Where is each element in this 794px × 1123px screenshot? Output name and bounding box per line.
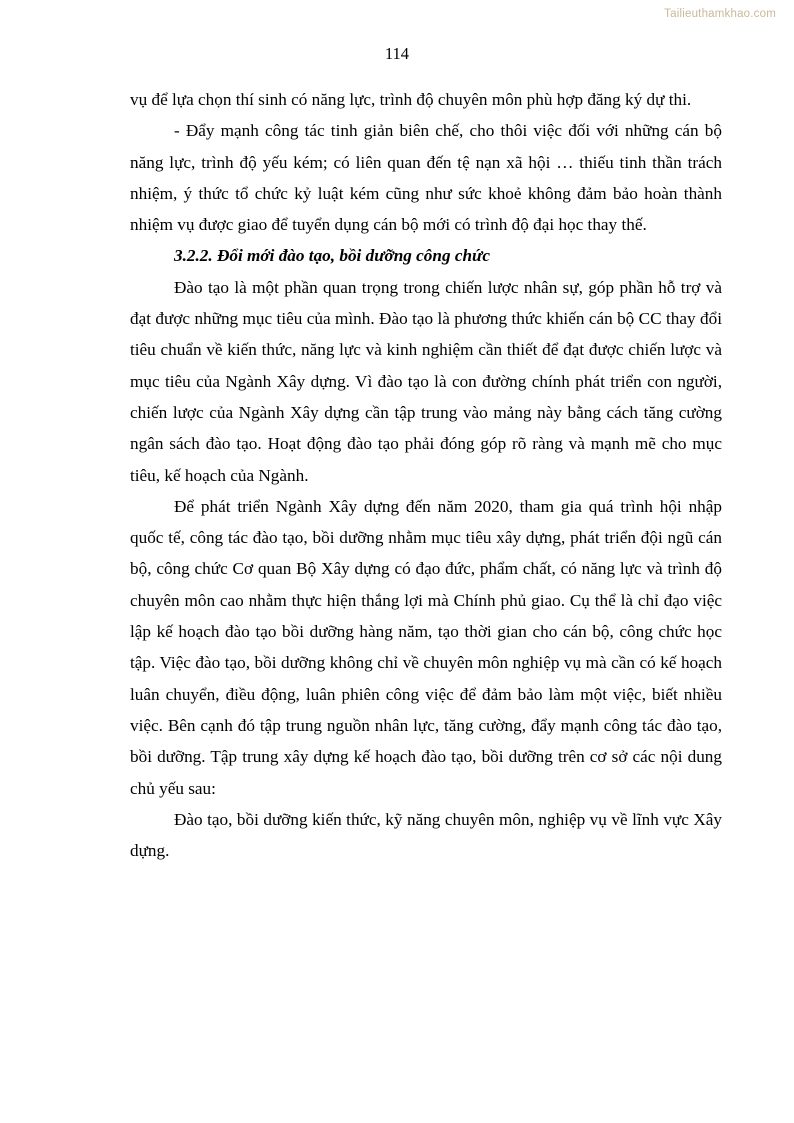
page-number: 114 [384, 44, 410, 63]
paragraph: Đào tạo là một phần quan trọng trong chiến lược nhân sự, góp phần hỗ trợ và đạt được những mục tiêu của mình. Đào tạo là phương thức khiến cán bộ CC thay đổi tiêu chuẩn về kiến thức, năng lực và kinh nghiệm cần thiết để đạt được chiến lược và mục tiêu của Ngành Xây dựng. Vì đào tạo là con đường chính phát triển con người, chiến lược của Ngành Xây dựng cần tập trung vào mảng này bằng cách tăng cường ngân sách đào tạo. Hoạt động đào tạo phải đóng góp rõ ràng và mạnh mẽ cho mục tiêu, kế hoạch của Ngành. [130, 277, 722, 485]
watermark-text: Tailieuthamkhao.com [664, 8, 776, 20]
paragraph: Đào tạo, bồi dưỡng kiến thức, kỹ năng chuyên môn, nghiệp vụ về lĩnh vực Xây dựng. [130, 809, 722, 861]
paragraph: - Đẩy mạnh công tác tinh giản biên chế, cho thôi việc đối với những cán bộ năng lực, trình độ yếu kém; có liên quan đến tệ nạn xã hội … thiếu tinh thần trách nhiệm, ý thức tổ chức kỷ luật kém cũng như sức khoẻ không đảm bảo hoàn thành nhiệm vụ được giao để tuyển dụng cán bộ mới có trình độ đại học thay thế. [130, 121, 722, 235]
section-heading: 3.2.2. Đổi mới đào tạo, bồi dưỡng công chức [174, 246, 490, 266]
document-body [130, 84, 722, 866]
paragraph: Để phát triển Ngành Xây dựng đến năm 2020, tham gia quá trình hội nhập quốc tế, công tác đào tạo, bồi dưỡng nhằm mục tiêu xây dựng, phát triển đội ngũ cán bộ, công chức Cơ quan Bộ Xây dựng có đạo đức, phẩm chất, có năng lực và trình độ chuyên môn cao nhằm thực hiện thắng lợi mà Chính phủ giao. Cụ thể là chỉ đạo việc lập kế hoạch đào tạo bồi dưỡng hàng năm, tạo thời gian cho cán bộ, công chức học tập. Việc đào tạo, bồi dưỡng không chỉ về chuyên môn nghiệp vụ mà cần có kế hoạch luân chuyển, điều động, luân phiên công việc để đảm bảo làm một việc, biết nhiều việc. Bên cạnh đó tập trung nguồn nhân lực, tăng cường, đẩy mạnh công tác đào tạo, bồi dưỡng. Tập trung xây dựng kế hoạch đào tạo, bồi dưỡng trên cơ sở các nội dung chủ yếu sau: [130, 496, 722, 798]
paragraph: vụ để lựa chọn thí sinh có năng lực, trình độ chuyên môn phù hợp đăng ký dự thi. [130, 90, 692, 109]
